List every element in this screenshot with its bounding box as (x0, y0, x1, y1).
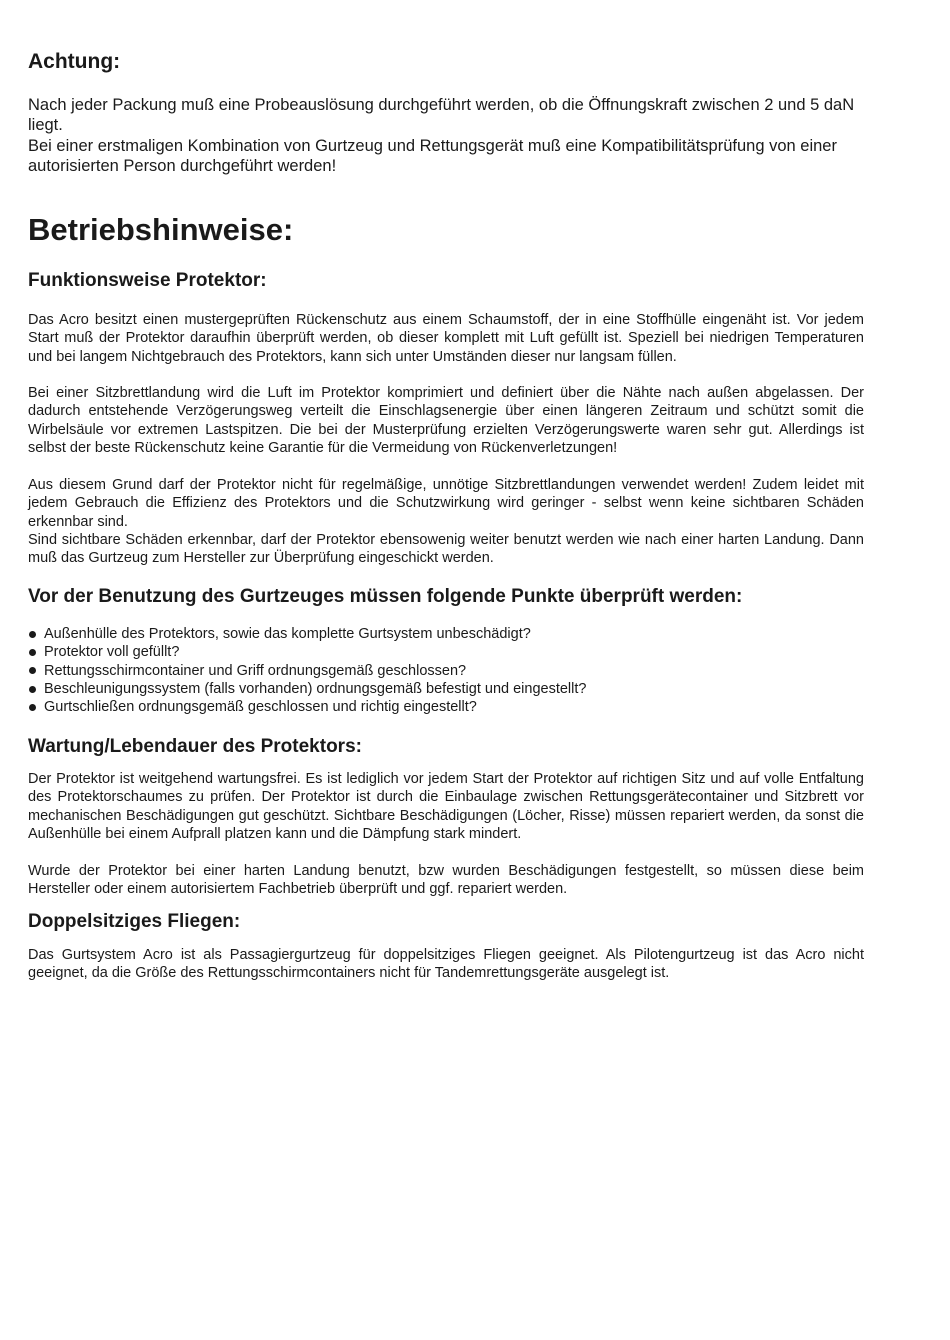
list-item-text: Gurtschließen ordnungsgemäß geschlossen und richtig eingestellt? (44, 699, 477, 716)
protektor-paragraph-3a: Aus diesem Grund darf der Protektor nicht für regelmäßige, unnötige Sitzbrettlandungen verwendet werden! Zudem leidet mit jedem Gebrauch die Effizienz des Protektors und die Schutzwirkung wird geringer - selbst wenn keine sichtbaren Schäden erkennbar sind. (28, 477, 864, 530)
protektor-paragraph-2: Bei einer Sitzbrettlandung wird die Luft im Protektor komprimiert und definiert über die Nähte nach außen abgelassen. Der dadurch entstehende Verzögerungsweg verteilt die Einschlagsenergie über einen längeren Zeitraum und schützt somit die Wirbelsäule vor extremen Lastspitzen. Die bei der Musterprüfung erzielten Verzögerungswerte waren sehr gut. Allerdings ist selbst der beste Rückenschutz keine Garantie für die Vermeidung von Rückenverletzungen! (28, 385, 864, 456)
protektor-paragraph-3b: Sind sichtbare Schäden erkennbar, darf der Protektor ebensowenig weiter benutzt werden wie nach einer harten Landung. Dann muß das Gurtzeug zum Hersteller zur Überprüfung eingeschickt werden. (28, 532, 864, 567)
list-item (28, 625, 586, 643)
wartung-paragraph-2: Wurde der Protektor bei einer harten Landung benutzt, bzw wurden Beschädigungen festgestellt, so müssen diese beim Hersteller oder einem autorisiertem Fachbetrieb überprüft und ggf. repariert werden. (28, 863, 864, 898)
bullet-icon (29, 704, 36, 711)
wartung-paragraph-1: Der Protektor ist weitgehend wartungsfrei. Es ist lediglich vor jedem Start der Protektor auf richtigen Sitz und auf volle Entfaltung des Protektorschaumes zu prüfen. Der Protektor ist durch die Einbaulage zwischen Rettungsgerätecontainer und Sitzbrett vor mechanischen Beschädigungen gut geschützt. Sichtbare Beschädigungen (Löcher, Risse) müssen repariert werden, da sonst die Außenhülle bei einem Aufprall platzen kann und die Dämpfung stark mindert. (28, 771, 864, 842)
page-title: Betriebshinweise: (28, 212, 294, 247)
warning-line-2: Bei einer erstmaligen Kombination von Gurtzeug und Rettungsgerät muß eine Kompatibilitätsprüfung von einer autorisierten Person durchgeführt werden! (28, 136, 837, 176)
list-item-text: Protektor voll gefüllt? (44, 644, 180, 661)
bullet-icon (29, 686, 36, 693)
warning-heading: Achtung: (28, 50, 121, 73)
list-item (28, 662, 586, 680)
bullet-icon (29, 631, 36, 638)
list-item-text: Beschleunigungssystem (falls vorhanden) ordnungsgemäß befestigt und eingestellt? (44, 680, 587, 697)
doppel-paragraph-1: Das Gurtsystem Acro ist als Passagiergurtzeug für doppelsitziges Fliegen geeignet. Als Pilotengurtzeug ist das Acro nicht geeignet, da die Größe des Rettungsschirmcontainers nicht für Tandemrettungsgeräte ausgelegt ist. (28, 947, 864, 982)
protektor-paragraph-1: Das Acro besitzt einen mustergeprüften Rückenschutz aus einem Schaumstoff, der in eine Stoffhülle eingenäht ist. Vor jedem Start muß der Protektor daraufhin überprüft werden, ob dieser komplett mit Luft gefüllt ist. Speziell bei niedrigen Temperaturen und bei langem Nichtgebrauch des Protektors, kann sich unter Umständen dieser nur langsam füllen. (28, 312, 864, 365)
list-item-text: Rettungsschirmcontainer und Griff ordnungsgemäß geschlossen? (44, 662, 467, 679)
warning-line-1: Nach jeder Packung muß eine Probeauslösung durchgeführt werden, ob die Öffnungskraft zwischen 2 und 5 daN liegt. (28, 96, 855, 135)
list-item-text: Außenhülle des Protektors, sowie das komplette Gurtsystem unbeschädigt? (44, 626, 531, 642)
section-title-checklist: Vor der Benutzung des Gurtzeuges müssen folgende Punkte überprüft werden: (28, 586, 743, 607)
checklist (28, 625, 586, 716)
list-item (28, 643, 586, 661)
list-item (28, 680, 586, 698)
warning-text (28, 95, 866, 177)
bullet-icon (29, 667, 36, 674)
bullet-icon (29, 649, 36, 656)
section-title-doppel: Doppelsitziges Fliegen: (28, 911, 241, 932)
section-title-protektor: Funktionsweise Protektor: (28, 270, 267, 291)
section-title-wartung: Wartung/Lebendauer des Protektors: (28, 736, 362, 757)
list-item (28, 698, 586, 716)
